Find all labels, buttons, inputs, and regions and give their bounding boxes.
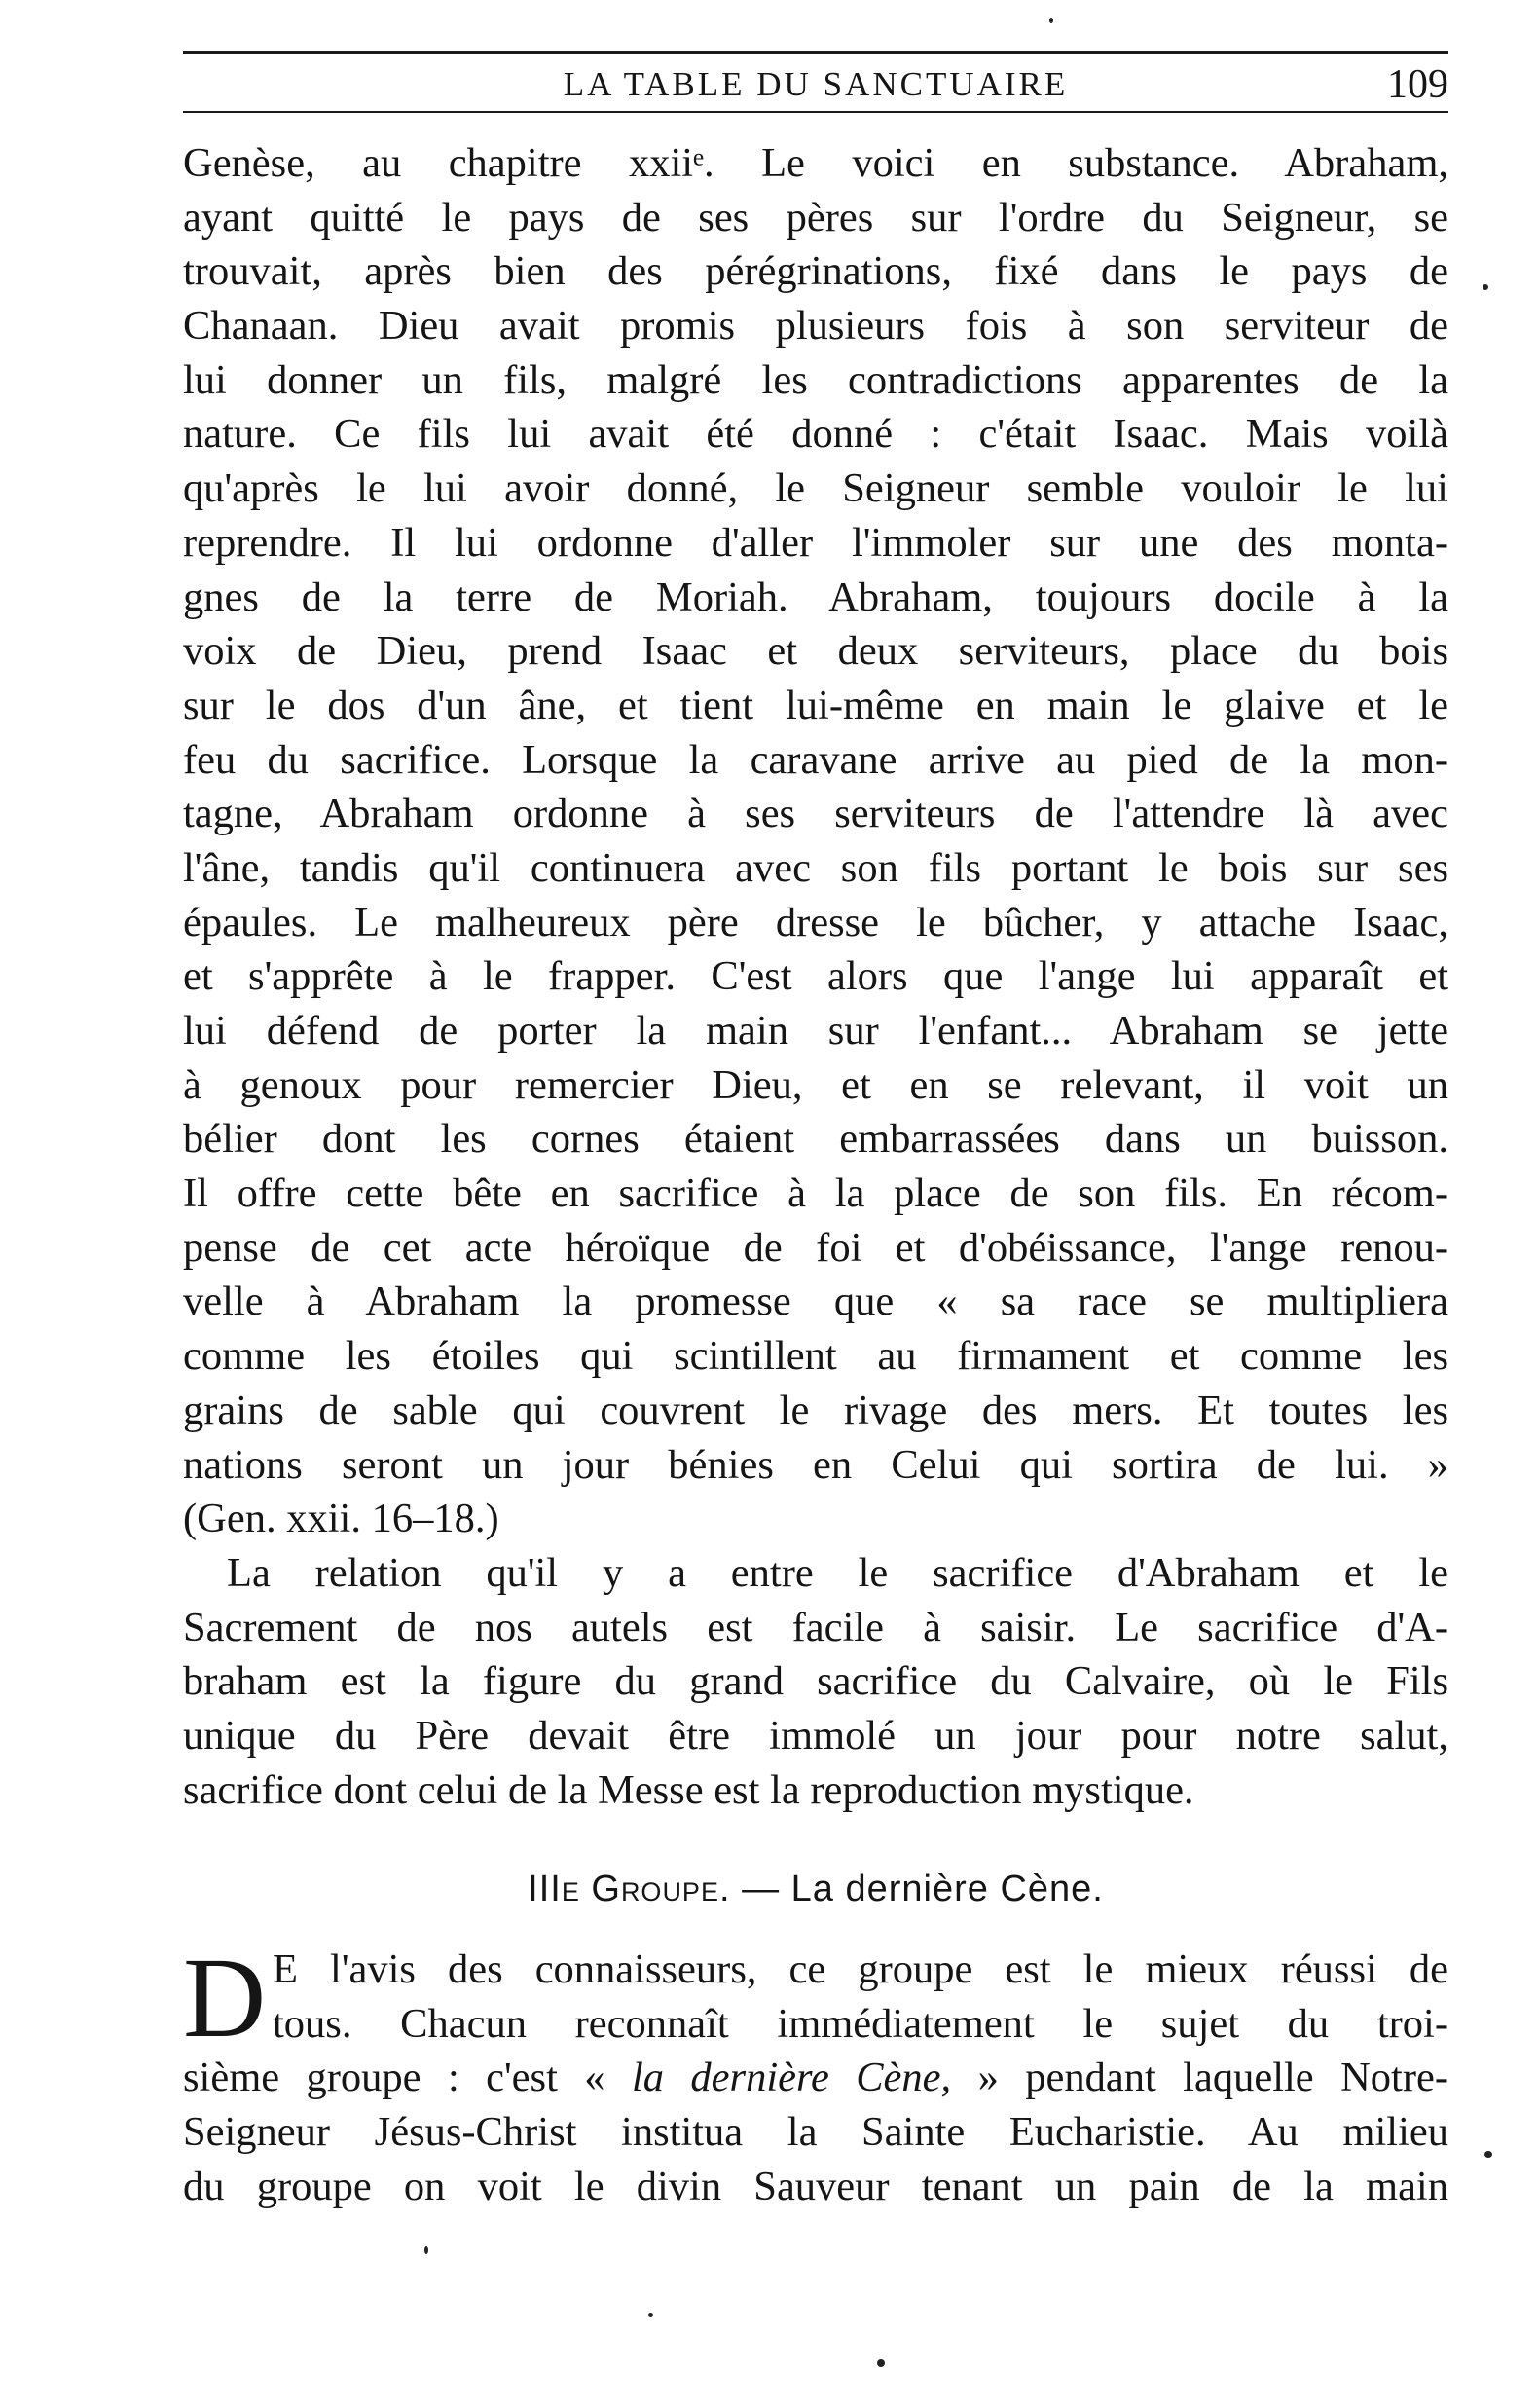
text-line: velle à Abraham la promesse que « sa race se multipliera xyxy=(183,1278,1448,1325)
text-line: gnes de la terre de Moriah. Abraham, toujours docile à la xyxy=(183,574,1448,620)
text-line: à genoux pour remercier Dieu, et en se relevant, il voit un xyxy=(183,1061,1448,1108)
text-line: tagne, Abraham ordonne à ses serviteurs de l'attendre là avec xyxy=(183,791,1448,837)
scan-speck xyxy=(877,2359,885,2367)
text-line: l'âne, tandis qu'il continuera avec son fils portant le bois sur ses xyxy=(183,844,1448,891)
text-line: grains de sable qui couvrent le rivage des mers. Et toutes les xyxy=(183,1387,1448,1433)
text-line: épaules. Le malheureux père dresse le bûcher, y attache Isaac, xyxy=(183,899,1448,945)
text-line: sur le dos d'un âne, et tient lui-même en main le glaive et le xyxy=(183,682,1448,728)
section-title: La dernière Cène. xyxy=(790,1869,1104,1909)
text-line: du groupe on voit le divin Sauveur tenant un pain de la main xyxy=(183,2163,1448,2209)
text-line: lui donner un fils, malgré les contradictions apparentes de la xyxy=(183,356,1448,403)
header-top-rule xyxy=(183,51,1448,54)
text-line: Genèse, au chapitre xxiiᵉ. Le voici en substance. Abraham, xyxy=(183,140,1448,186)
text-line: sacrifice dont celui de la Messe est la reproduction mystique. xyxy=(183,1766,1194,1813)
text-line: lui défend de porter la main sur l'enfant... Abraham se jette xyxy=(183,1008,1448,1054)
text-line: Il offre cette bête en sacrifice à la place de son fils. En récom- xyxy=(183,1170,1448,1217)
text-line: comme les étoiles qui scintillent au firmament et comme les xyxy=(183,1333,1448,1380)
scan-speck xyxy=(1483,284,1488,290)
scan-speck xyxy=(1049,18,1053,23)
text-line: et s'apprête à le frapper. C'est alors que l'ange lui apparaît et xyxy=(183,953,1448,1000)
text-fragment: sième groupe : c'est « xyxy=(183,2055,632,2101)
text-line: ayant quitté le pays de ses pères sur l'ordre du Seigneur, se xyxy=(183,194,1448,241)
text-line: Seigneur Jésus-Christ institua la Sainte Eucharistie. Au milieu xyxy=(183,2109,1448,2156)
text-line: qu'après le lui avoir donné, le Seigneur semble vouloir le lui xyxy=(183,465,1448,512)
section-group-label: IIIe Groupe. xyxy=(528,1869,731,1909)
text-line: pense de cet acte héroïque de foi et d'obéissance, l'ange renou- xyxy=(183,1224,1448,1271)
header-bottom-rule xyxy=(183,111,1448,113)
running-head xyxy=(183,60,1448,109)
scan-speck xyxy=(424,2246,428,2254)
text-line: trouvait, après bien des pérégrinations, fixé dans le pays de xyxy=(183,248,1448,295)
paragraph-abraham-story xyxy=(183,136,1448,1546)
paragraph-relation xyxy=(183,1546,1448,1817)
text-line: reprendre. Il lui ordonne d'aller l'immoler sur une des monta- xyxy=(183,519,1448,566)
running-title: LA TABLE DU SANCTUAIRE xyxy=(563,65,1069,103)
paragraph-last-supper xyxy=(183,1934,1448,2213)
drop-cap: D xyxy=(183,1934,267,2061)
section-heading xyxy=(183,1860,1448,1918)
body-text xyxy=(183,136,1448,1817)
text-line: voix de Dieu, prend Isaac et deux serviteurs, place du bois xyxy=(183,628,1448,675)
section-dash: — xyxy=(742,1869,781,1909)
italic-title: la dernière Cène, xyxy=(631,2055,952,2101)
text-line: nations seront un jour bénies en Celui qui sortira de lui. » xyxy=(183,1441,1448,1488)
text-line: Chanaan. Dieu avait promis plusieurs fois à son serviteur de xyxy=(183,303,1448,350)
scan-speck xyxy=(648,2313,653,2317)
text-line-citation: (Gen. xxii. 16–18.) xyxy=(183,1496,499,1542)
text-line: E l'avis des connaisseurs, ce groupe est le mieux réussi de xyxy=(273,1946,1448,1992)
scan-speck xyxy=(1484,2151,1492,2158)
text-line xyxy=(183,2051,1448,2105)
text-fragment: » pendant laquelle Notre- xyxy=(951,2055,1448,2101)
text-line: braham est la figure du grand sacrifice du Calvaire, où le Fils xyxy=(183,1658,1448,1705)
page-number: 109 xyxy=(1387,62,1448,107)
text-line: bélier dont les cornes étaient embarrassées dans un buisson. xyxy=(183,1116,1448,1163)
text-line: Sacrement de nos autels est facile à saisir. Le sacrifice d'A- xyxy=(183,1604,1448,1650)
text-line: unique du Père devait être immolé un jour pour notre salut, xyxy=(183,1712,1448,1759)
text-line: feu du sacrifice. Lorsque la caravane arrive au pied de la mon- xyxy=(183,736,1448,783)
text-line: tous. Chacun reconnaît immédiatement le sujet du troi- xyxy=(273,2000,1448,2047)
text-line: La relation qu'il y a entre le sacrifice d'Abraham et le xyxy=(227,1549,1448,1596)
text-line: nature. Ce fils lui avait été donné : c'était Isaac. Mais voilà xyxy=(183,411,1448,458)
